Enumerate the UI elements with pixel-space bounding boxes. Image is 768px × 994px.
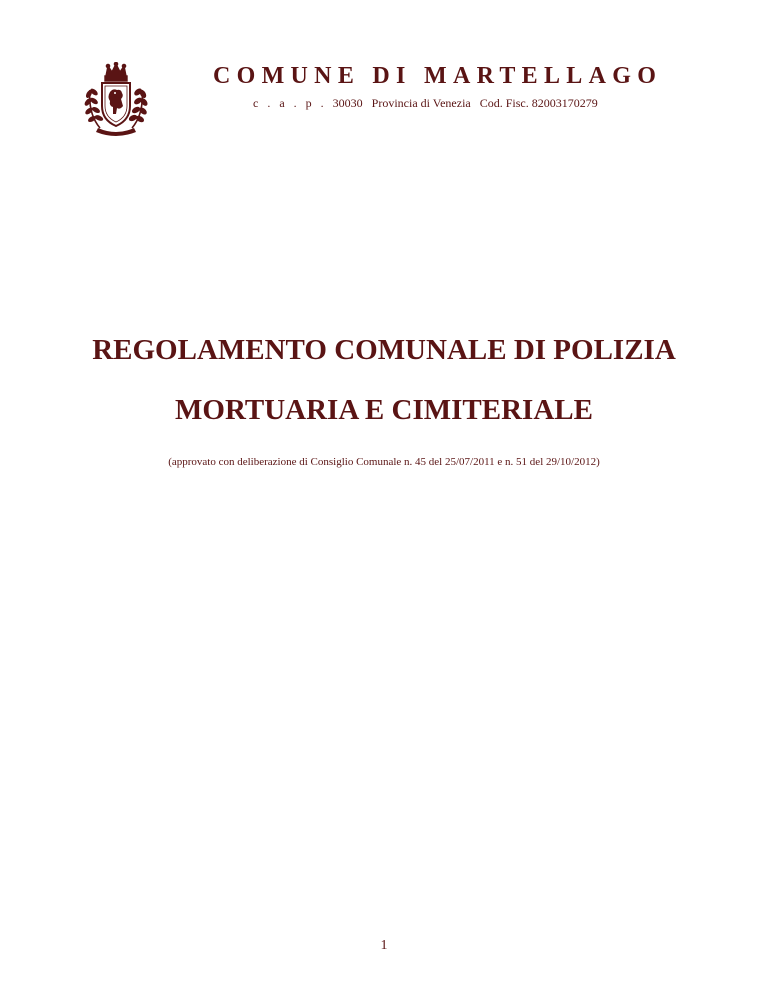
document-title-line-2: MORTUARIA E CIMITERIALE	[175, 394, 593, 426]
municipality-name: COMUNE DI MARTELLAGO	[213, 63, 663, 89]
address-details: 30030 Provincia di Venezia Cod. Fisc. 82003170279	[332, 96, 598, 110]
approval-note: (approvato con deliberazione di Consiglio Comunale n. 45 del 25/07/2011 e n. 51 del 29/10/2012)	[168, 456, 600, 468]
municipality-address	[253, 96, 598, 111]
document-title-line-1: REGOLAMENTO COMUNALE DI POLIZIA	[92, 334, 676, 366]
municipal-crest-icon	[80, 62, 152, 138]
cap-label: c . a . p .	[253, 96, 327, 110]
page-number: 1	[380, 938, 388, 953]
